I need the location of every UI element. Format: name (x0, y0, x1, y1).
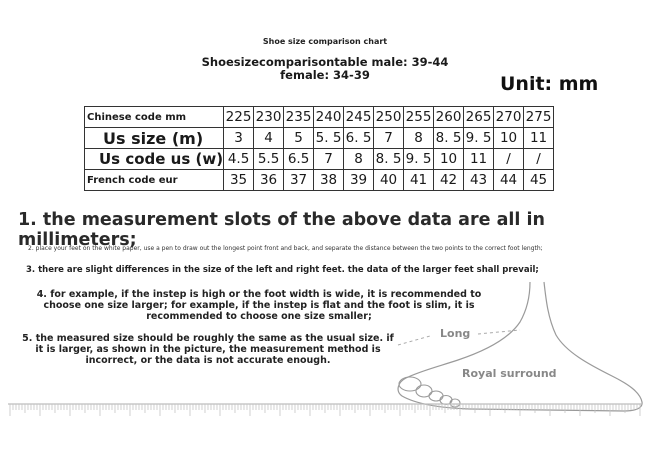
table-cell: 38 (314, 170, 344, 191)
table-cell: 4 (254, 128, 284, 149)
row-label: French code eur (85, 170, 224, 191)
table-cell: 225 (224, 107, 254, 128)
table-cell: 39 (344, 170, 374, 191)
table-cell: 9. 5 (404, 149, 434, 170)
long-dashed-line (478, 330, 520, 334)
table-cell: 35 (224, 170, 254, 191)
table-cell: 5.5 (254, 149, 284, 170)
table-cell: 37 (284, 170, 314, 191)
toes-icon (399, 377, 460, 407)
chart-title: Shoe size comparison chart (262, 37, 388, 46)
gender-range-female: female: 34-39 (280, 68, 370, 82)
row-label: Us code us (w) (85, 149, 224, 170)
table-cell: 6.5 (284, 149, 314, 170)
table-cell: 255 (404, 107, 434, 128)
note-2: 2. place your feet on the white paper, use a pen to draw out the longest point front and back, and separate the distance between the two points to the correct foot length; (28, 245, 543, 252)
table-cell: 43 (464, 170, 494, 191)
table-cell: 42 (434, 170, 464, 191)
table-cell: 10 (494, 128, 524, 149)
ruler (8, 404, 642, 416)
note-1: 1. the measurement slots of the above data are all in millimeters; (18, 210, 545, 250)
table-cell: 230 (254, 107, 284, 128)
note-4: 4. for example, if the instep is high or the foot width is wide, it is recommended to choose one size larger; for example, if the instep is flat and the foot is slim, it is recommended to choose one size smaller; (36, 289, 482, 322)
table-cell: 8 (344, 149, 374, 170)
table-cell: 7 (314, 149, 344, 170)
row-label: Chinese code mm (85, 107, 224, 128)
foot-outline (398, 282, 642, 411)
note-3: 3. there are slight differences in the size of the left and right feet. the data of the larger feet shall prevail; (26, 265, 539, 275)
table-cell: 240 (314, 107, 344, 128)
table-cell: 245 (344, 107, 374, 128)
table-cell: 36 (254, 170, 284, 191)
table-cell: 44 (494, 170, 524, 191)
table-cell: 260 (434, 107, 464, 128)
table-cell: 8. 5 (374, 149, 404, 170)
table-cell: 275 (524, 107, 554, 128)
table-cell: 270 (494, 107, 524, 128)
table-cell: / (494, 149, 524, 170)
table-cell: / (524, 149, 554, 170)
table-cell: 9. 5 (464, 128, 494, 149)
table-cell: 11 (524, 128, 554, 149)
table-cell: 40 (374, 170, 404, 191)
table-cell: 250 (374, 107, 404, 128)
note-5: 5. the measured size should be roughly the same as the usual size. if it is larger, as shown in the picture, the measurement method is incorrect, or the data is not accurate enough. (22, 333, 394, 366)
table-cell: 10 (434, 149, 464, 170)
royal-surround-label: Royal surround (462, 367, 557, 380)
long-dashed-arrow (398, 336, 430, 345)
table-cell: 265 (464, 107, 494, 128)
table-cell: 7 (374, 128, 404, 149)
table-cell: 3 (224, 128, 254, 149)
table-cell: 5 (284, 128, 314, 149)
table-cell: 45 (524, 170, 554, 191)
table-cell: 6. 5 (344, 128, 374, 149)
unit-label: Unit: mm (500, 73, 599, 95)
row-label: Us size (m) (85, 128, 224, 149)
table-cell: 8. 5 (434, 128, 464, 149)
table-cell: 5. 5 (314, 128, 344, 149)
table-cell: 41 (404, 170, 434, 191)
long-label: Long (440, 327, 471, 340)
table-cell: 8 (404, 128, 434, 149)
table-cell: 235 (284, 107, 314, 128)
gender-range-male: Shoesizecomparisontable male: 39-44 (201, 55, 449, 69)
table-cell: 11 (464, 149, 494, 170)
table-cell: 4.5 (224, 149, 254, 170)
